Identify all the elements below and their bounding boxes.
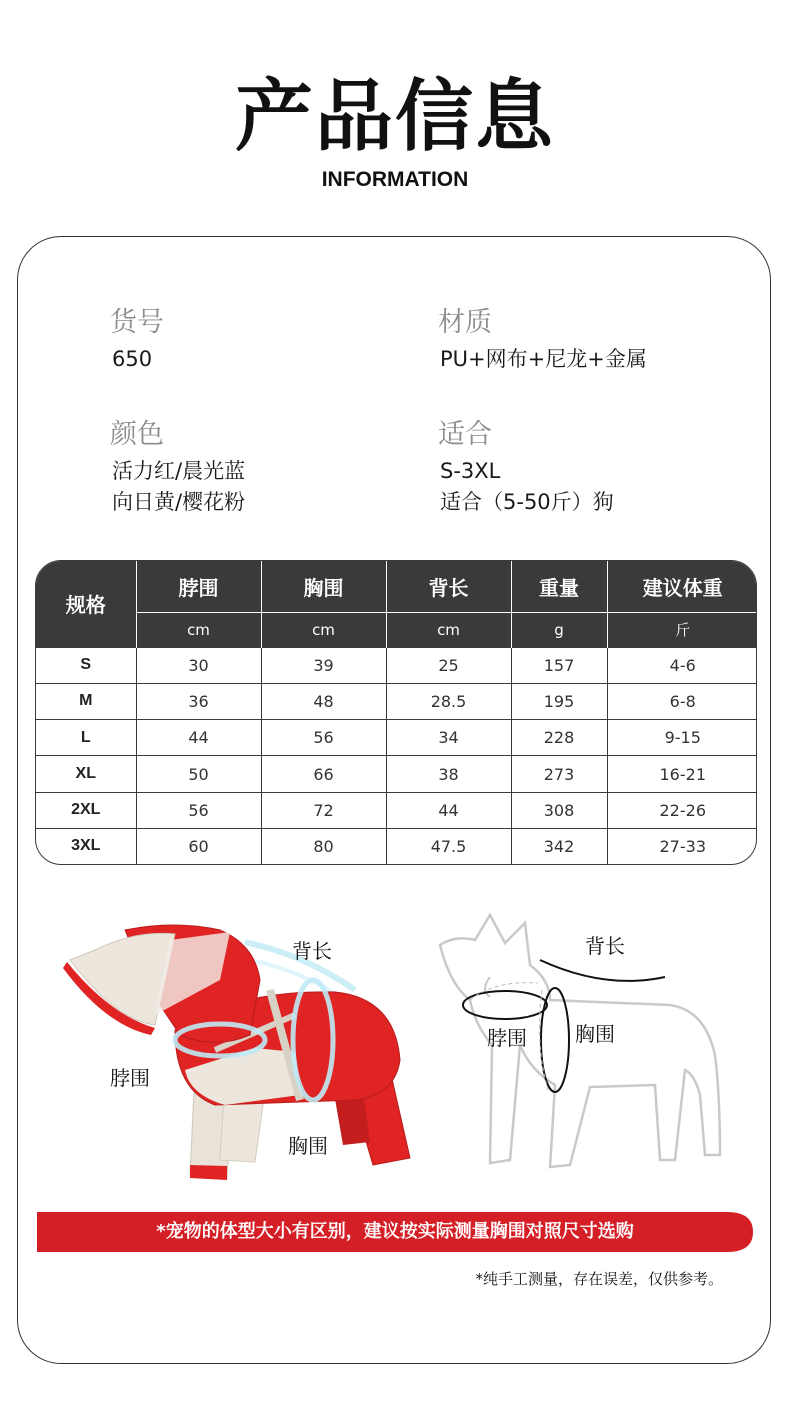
item-no-label: 货号 <box>110 307 164 338</box>
back-cell: 38 <box>386 756 511 792</box>
table-row <box>36 647 757 683</box>
header-neck: 脖围 <box>136 561 261 612</box>
unit-neck: cm <box>136 612 261 647</box>
color-value-2: 向日黄/樱花粉 <box>112 490 246 514</box>
page-subtitle: INFORMATION <box>321 168 469 191</box>
label-chest-left: 胸围 <box>288 1134 328 1158</box>
size-cell: 3XL <box>36 828 136 864</box>
body-weight-cell: 6-8 <box>607 683 757 719</box>
header-weight: 重量 <box>511 561 607 612</box>
label-neck-left: 脖围 <box>110 1066 150 1090</box>
table-row <box>36 756 757 792</box>
weight-cell: 308 <box>511 792 607 828</box>
header-chest: 胸围 <box>261 561 386 612</box>
label-back-length-right: 背长 <box>585 934 625 958</box>
neck-cell: 50 <box>136 756 261 792</box>
size-cell: XL <box>36 756 136 792</box>
table-row <box>36 720 757 756</box>
size-cell: L <box>36 720 136 756</box>
back-cell: 28.5 <box>386 683 511 719</box>
back-cell: 44 <box>386 792 511 828</box>
unit-chest: cm <box>261 612 386 647</box>
weight-cell: 273 <box>511 756 607 792</box>
weight-cell: 228 <box>511 720 607 756</box>
body-weight-cell: 27-33 <box>607 828 757 864</box>
body-weight-cell: 16-21 <box>607 756 757 792</box>
label-neck-right: 脖围 <box>487 1026 527 1050</box>
chest-cell: 56 <box>261 720 386 756</box>
back-cell: 25 <box>386 647 511 683</box>
weight-cell: 157 <box>511 647 607 683</box>
chest-cell: 80 <box>261 828 386 864</box>
chest-cell: 39 <box>261 647 386 683</box>
material-label: 材质 <box>438 307 492 338</box>
table-corner-label: 规格 <box>36 561 136 647</box>
back-cell: 47.5 <box>386 828 511 864</box>
neck-cell: 30 <box>136 647 261 683</box>
body-weight-cell: 4-6 <box>607 647 757 683</box>
color-value-1: 活力红/晨光蓝 <box>112 459 246 483</box>
size-table <box>35 560 757 865</box>
header-back: 背长 <box>386 561 511 612</box>
label-back-length-left: 背长 <box>292 939 332 963</box>
body-weight-cell: 9-15 <box>607 720 757 756</box>
unit-body-weight: 斤 <box>607 612 757 647</box>
table-row <box>36 828 757 864</box>
neck-cell: 36 <box>136 683 261 719</box>
fit-label: 适合 <box>438 419 492 450</box>
size-cell: 2XL <box>36 792 136 828</box>
body-weight-cell: 22-26 <box>607 792 757 828</box>
unit-back: cm <box>386 612 511 647</box>
footnote: *纯手工测量，存在误差，仅供参考。 <box>475 1270 723 1288</box>
weight-cell: 342 <box>511 828 607 864</box>
weight-cell: 195 <box>511 683 607 719</box>
fit-value-2: 适合（5-50斤）狗 <box>440 490 614 514</box>
neck-cell: 60 <box>136 828 261 864</box>
material-value: PU+网布+尼龙+金属 <box>440 347 647 371</box>
chest-cell: 66 <box>261 756 386 792</box>
unit-weight: g <box>511 612 607 647</box>
header-body-weight: 建议体重 <box>607 561 757 612</box>
notice-banner-text: *宠物的体型大小有区别，建议按实际测量胸围对照尺寸选购 <box>156 1221 634 1242</box>
chest-cell: 48 <box>261 683 386 719</box>
dog-outline-diagram <box>430 905 730 1195</box>
neck-cell: 56 <box>136 792 261 828</box>
size-cell: S <box>36 647 136 683</box>
raincoat-illustration <box>55 920 435 1190</box>
neck-cell: 44 <box>136 720 261 756</box>
back-cell: 34 <box>386 720 511 756</box>
table-row <box>36 683 757 719</box>
item-no-value: 650 <box>112 347 153 371</box>
fit-value-1: S-3XL <box>440 459 501 483</box>
color-label: 颜色 <box>110 419 164 450</box>
table-row <box>36 792 757 828</box>
size-cell: M <box>36 683 136 719</box>
chest-cell: 72 <box>261 792 386 828</box>
label-chest-right: 胸围 <box>575 1022 615 1046</box>
page-title: 产品信息 <box>234 72 555 162</box>
